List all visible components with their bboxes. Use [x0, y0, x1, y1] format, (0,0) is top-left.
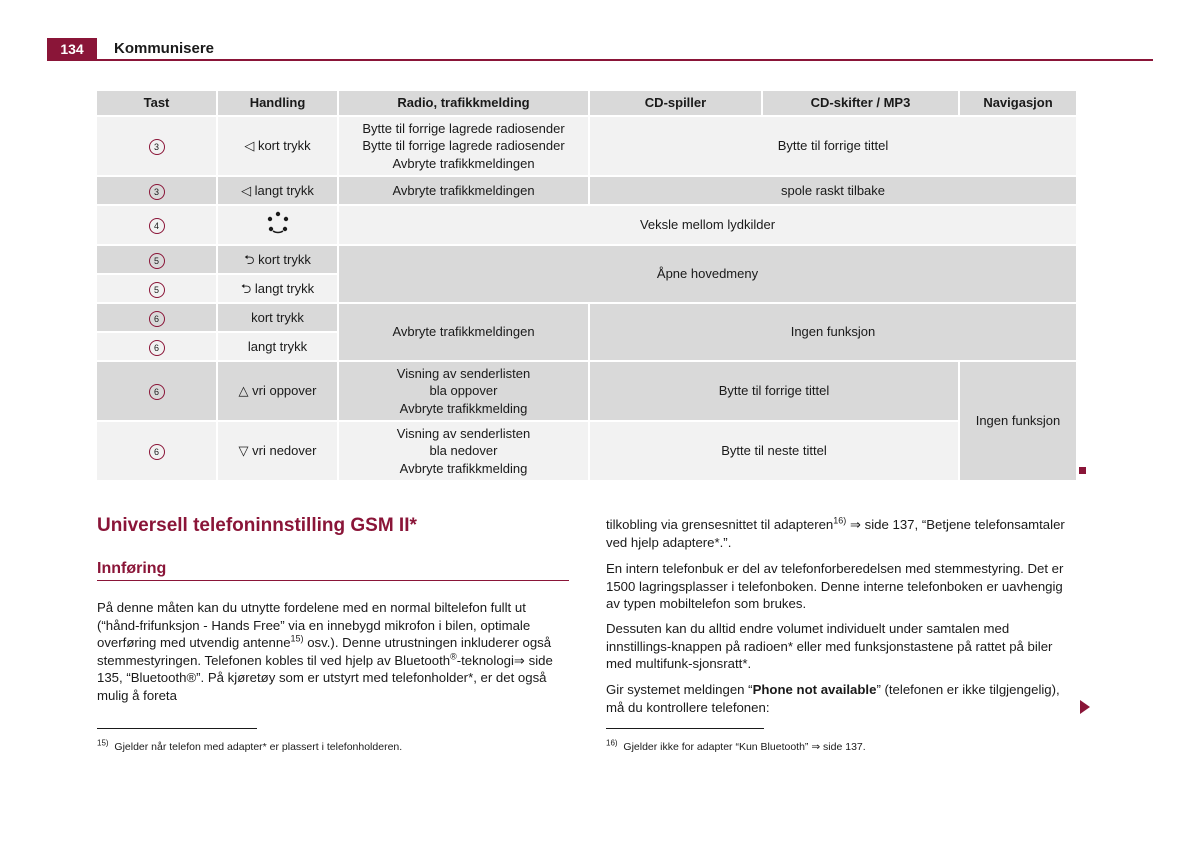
action-cell: △ vri oppover: [217, 361, 338, 421]
col-header-navigation: Navigasjon: [959, 91, 1077, 116]
cell-line: bla oppover: [429, 383, 498, 399]
col-header-radio: Radio, trafikkmelding: [338, 91, 589, 116]
key-number-badge: 5: [149, 282, 165, 298]
action-cell: ◁ langt trykk: [217, 176, 338, 205]
table-row: [97, 421, 1077, 481]
key-number-badge: 6: [149, 444, 165, 460]
footnote: [97, 740, 571, 754]
table-row: [97, 116, 1077, 176]
cell-line: Avbryte trafikkmeldingen: [392, 155, 535, 171]
key-number-badge: 3: [149, 184, 165, 200]
footnote-text: Gjelder når telefon med adapter* er plassert i telefonholderen.: [114, 741, 403, 753]
paragraph: En intern telefonbuk er del av telefonforberedelsen med stemmestyring. Det er 1500 lagringsplasser i telefonboken. Denne interne telefonboken er uavhengig av typen mobiltelefon som brukes.: [606, 561, 1064, 611]
section-end-marker: [1079, 467, 1086, 474]
action-cell: ◁ kort trykk: [217, 116, 338, 176]
cd-cell: Bytte til forrige tittel: [589, 361, 959, 421]
cd-cell: Ingen funksjon: [589, 303, 1077, 361]
col-header-action: Handling: [217, 91, 338, 116]
page-number: 134: [47, 38, 97, 60]
cell-line: bla nedover: [429, 443, 498, 459]
key-number-badge: 4: [149, 218, 165, 234]
cell-line: Bytte til forrige lagrede radiosender: [362, 138, 565, 154]
footnote-number: 16): [606, 738, 618, 748]
footnote-ref: 15): [290, 633, 304, 644]
controls-table: [97, 91, 1078, 482]
action-cell: ⮌ langt trykk: [217, 274, 338, 303]
section-title: Kommunisere: [114, 40, 215, 57]
radio-cell: Avbryte trafikkmeldingen: [338, 303, 589, 361]
cell-line: Avbryte trafikkmelding: [399, 460, 528, 476]
radio-cell: [338, 116, 589, 176]
cell-line: Visning av senderlisten: [396, 425, 531, 441]
action-cell: kort trykk: [217, 303, 338, 332]
text-run: ” (telefonen er ikke tilgjengelig), må du kontrollere telefonen:: [606, 682, 1060, 715]
cell-line: Avbryte trafikkmelding: [399, 400, 528, 416]
text-run: tilkobling via grensesnittet til adapteren: [606, 517, 834, 532]
table-row: [97, 205, 1077, 245]
cd-cell: Bytte til neste tittel: [589, 421, 959, 481]
registered-mark: ®: [450, 651, 457, 662]
all-sources-cell: Veksle mellom lydkilder: [338, 205, 1077, 245]
key-number-badge: 3: [149, 139, 165, 155]
paragraph: [606, 516, 1076, 551]
subheading: Innføring: [97, 560, 167, 577]
key-number-badge: 5: [149, 253, 165, 269]
footnote-ref: 16): [833, 515, 847, 526]
footnote-number: 15): [97, 738, 109, 748]
radio-cell: [338, 421, 589, 481]
key-number-badge: 6: [149, 311, 165, 327]
table-row: [97, 176, 1077, 205]
subheading-rule: [97, 580, 569, 581]
radio-cell: [338, 361, 589, 421]
table-row: [97, 361, 1077, 421]
text-run: Gir systemet meldingen “: [606, 682, 753, 697]
cell-line: Bytte til forrige lagrede radiosender: [362, 120, 565, 136]
cd-cell: Bytte til forrige tittel: [589, 116, 1077, 176]
col-header-key: Tast: [97, 91, 217, 116]
col-header-cd-changer: CD-skifter / MP3: [762, 91, 959, 116]
cd-cell: spole raskt tilbake: [589, 176, 1077, 205]
footnote: [606, 740, 1076, 754]
text-run: osv.). Denne utrustningen inkluderer også stemmestyringen. Telefonen kobles til ved hjelp av Bluetooth: [97, 635, 552, 668]
text-run: ⇒ side 137, “Betjene telefonsamtaler ved hjelp adaptere*.”.: [606, 517, 1065, 550]
action-cell: ⮌ kort trykk: [217, 245, 338, 274]
chapter-heading: Universell telefoninnstilling GSM II*: [97, 515, 417, 536]
paragraph: Dessuten kan du alltid endre volumet individuelt under samtalen med innstillings-knappen på radioen* eller med funksjonstastene på rattet på biler med multifunk-sjonsratt*.: [606, 621, 1053, 671]
action-cell: langt trykk: [217, 332, 338, 361]
key-number-badge: 6: [149, 340, 165, 356]
key-number-badge: 6: [149, 384, 165, 400]
source-switch-icon: [265, 210, 291, 236]
footnote-rule: [606, 728, 764, 729]
header-rule: [47, 59, 1153, 61]
table-header-row: [97, 91, 1077, 116]
footnote-text: Gjelder ikke for adapter “Kun Bluetooth” ⇒ side 137.: [623, 741, 866, 753]
text-run: -teknologi⇒ side 135, “Bluetooth®”. På kjøretøy som er utstyrt med telefonholder*, er det også mulig å foreta: [97, 652, 553, 703]
continue-arrow-icon: [1080, 700, 1090, 714]
action-cell: ▽ vri nedover: [217, 421, 338, 481]
table-row: [97, 303, 1077, 332]
footnote-rule: [97, 728, 257, 729]
cell-line: Visning av senderlisten: [396, 365, 531, 381]
message-text: Phone not available: [752, 682, 877, 697]
paragraph: [606, 681, 1076, 716]
all-sources-cell: Åpne hovedmeny: [338, 245, 1077, 303]
radio-cell: Avbryte trafikkmeldingen: [338, 176, 589, 205]
nav-cell: Ingen funksjon: [959, 361, 1077, 481]
action-cell: [217, 205, 338, 245]
table-row: [97, 245, 1077, 274]
col-header-cd: CD-spiller: [589, 91, 762, 116]
text-run: På denne måten kan du utnytte fordelene med en normal biltelefon fullt ut (“hånd-frifunksjon - Hands Free” via en innebygd mikrofon i bilen, optimale overføring med utvendig antenne: [97, 600, 531, 650]
intro-paragraph: [97, 599, 571, 704]
